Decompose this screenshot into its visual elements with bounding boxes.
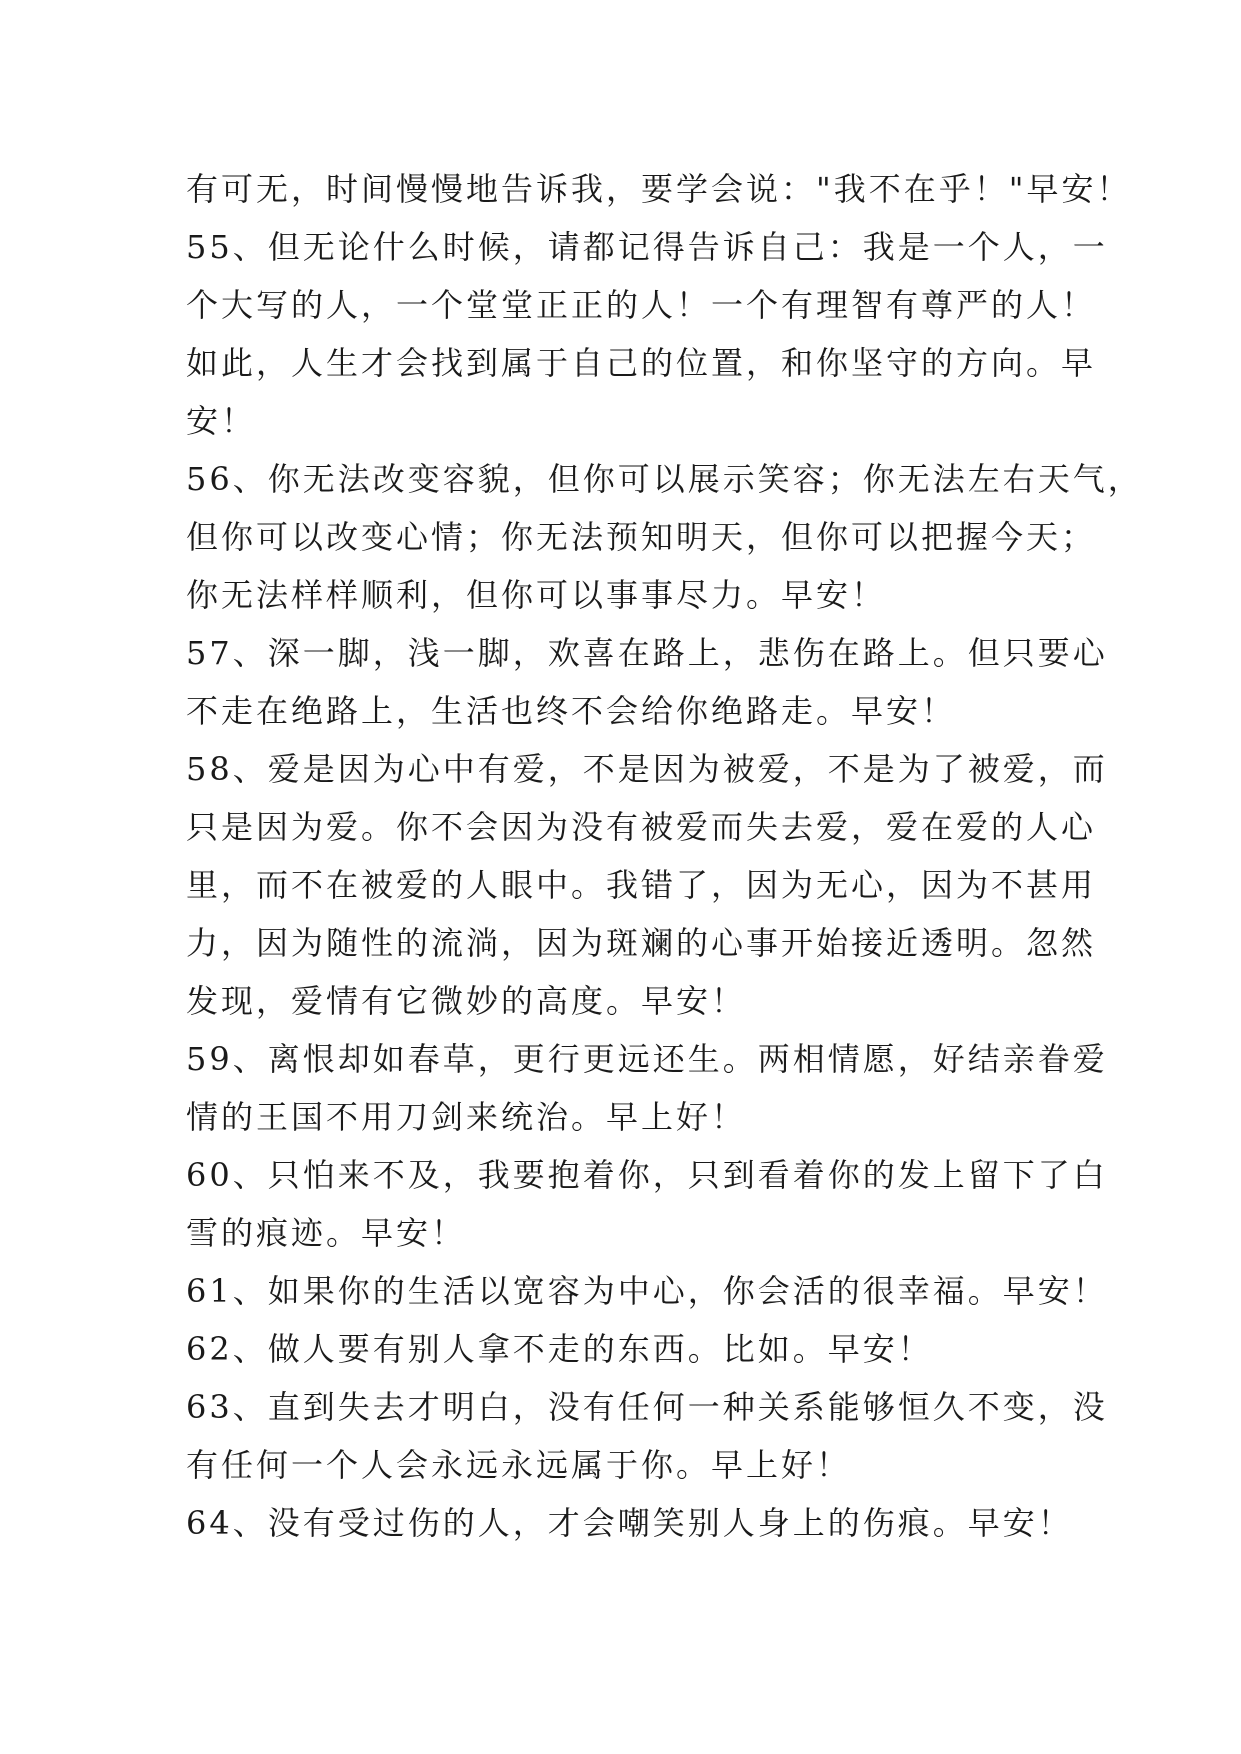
- text-line: 不走在绝路上，生活也终不会给你绝路走。早安！: [186, 692, 957, 730]
- text-line: 55、但无论什么时候，请都记得告诉自己：我是一个人，一: [186, 228, 1108, 266]
- text-line: 63、直到失去才明白，没有任何一种关系能够恒久不变，没: [186, 1388, 1108, 1426]
- text-line: 57、深一脚，浅一脚，欢喜在路上，悲伤在路上。但只要心: [186, 634, 1108, 672]
- document-body: [186, 160, 1143, 1552]
- text-line: 你无法样样顺利，但你可以事事尽力。早安！: [186, 576, 887, 614]
- text-line: 里，而不在被爱的人眼中。我错了，因为无心，因为不甚用: [186, 866, 1097, 904]
- text-line: 安！: [186, 402, 257, 440]
- text-line: 只是因为爱。你不会因为没有被爱而失去爱，爱在爱的人心: [186, 808, 1097, 846]
- text-line: 60、只怕来不及，我要抱着你，只到看着你的发上留下了白: [186, 1156, 1108, 1194]
- text-line: 有可无，时间慢慢地告诉我，要学会说："我不在乎！"早安！: [186, 170, 1132, 208]
- text-line: 64、没有受过伤的人，才会嘲笑别人身上的伤痕。早安！: [186, 1504, 1073, 1542]
- text-line: 59、离恨却如春草，更行更远还生。两相情愿，好结亲眷爱: [186, 1040, 1108, 1078]
- text-line: 62、做人要有别人拿不走的东西。比如。早安！: [186, 1330, 933, 1368]
- text-line: 但你可以改变心情；你无法预知明天，但你可以把握今天；: [186, 518, 1097, 556]
- text-line: 61、如果你的生活以宽容为中心，你会活的很幸福。早安！: [186, 1272, 1108, 1310]
- text-line: 58、爱是因为心中有爱，不是因为被爱，不是为了被爱，而: [186, 750, 1108, 788]
- text-line: 雪的痕迹。早安！: [186, 1214, 467, 1252]
- text-line: 有任何一个人会永远永远属于你。早上好！: [186, 1446, 852, 1484]
- text-line: 发现，爱情有它微妙的高度。早安！: [186, 982, 747, 1020]
- text-line: 情的王国不用刀剑来统治。早上好！: [186, 1098, 747, 1136]
- text-line: 力，因为随性的流淌，因为斑斓的心事开始接近透明。忽然: [186, 924, 1097, 962]
- text-line: 如此，人生才会找到属于自己的位置，和你坚守的方向。早: [186, 344, 1097, 382]
- text-line: 56、你无法改变容貌，但你可以展示笑容；你无法左右天气，: [186, 460, 1143, 498]
- text-line: 个大写的人，一个堂堂正正的人！一个有理智有尊严的人！: [186, 286, 1097, 324]
